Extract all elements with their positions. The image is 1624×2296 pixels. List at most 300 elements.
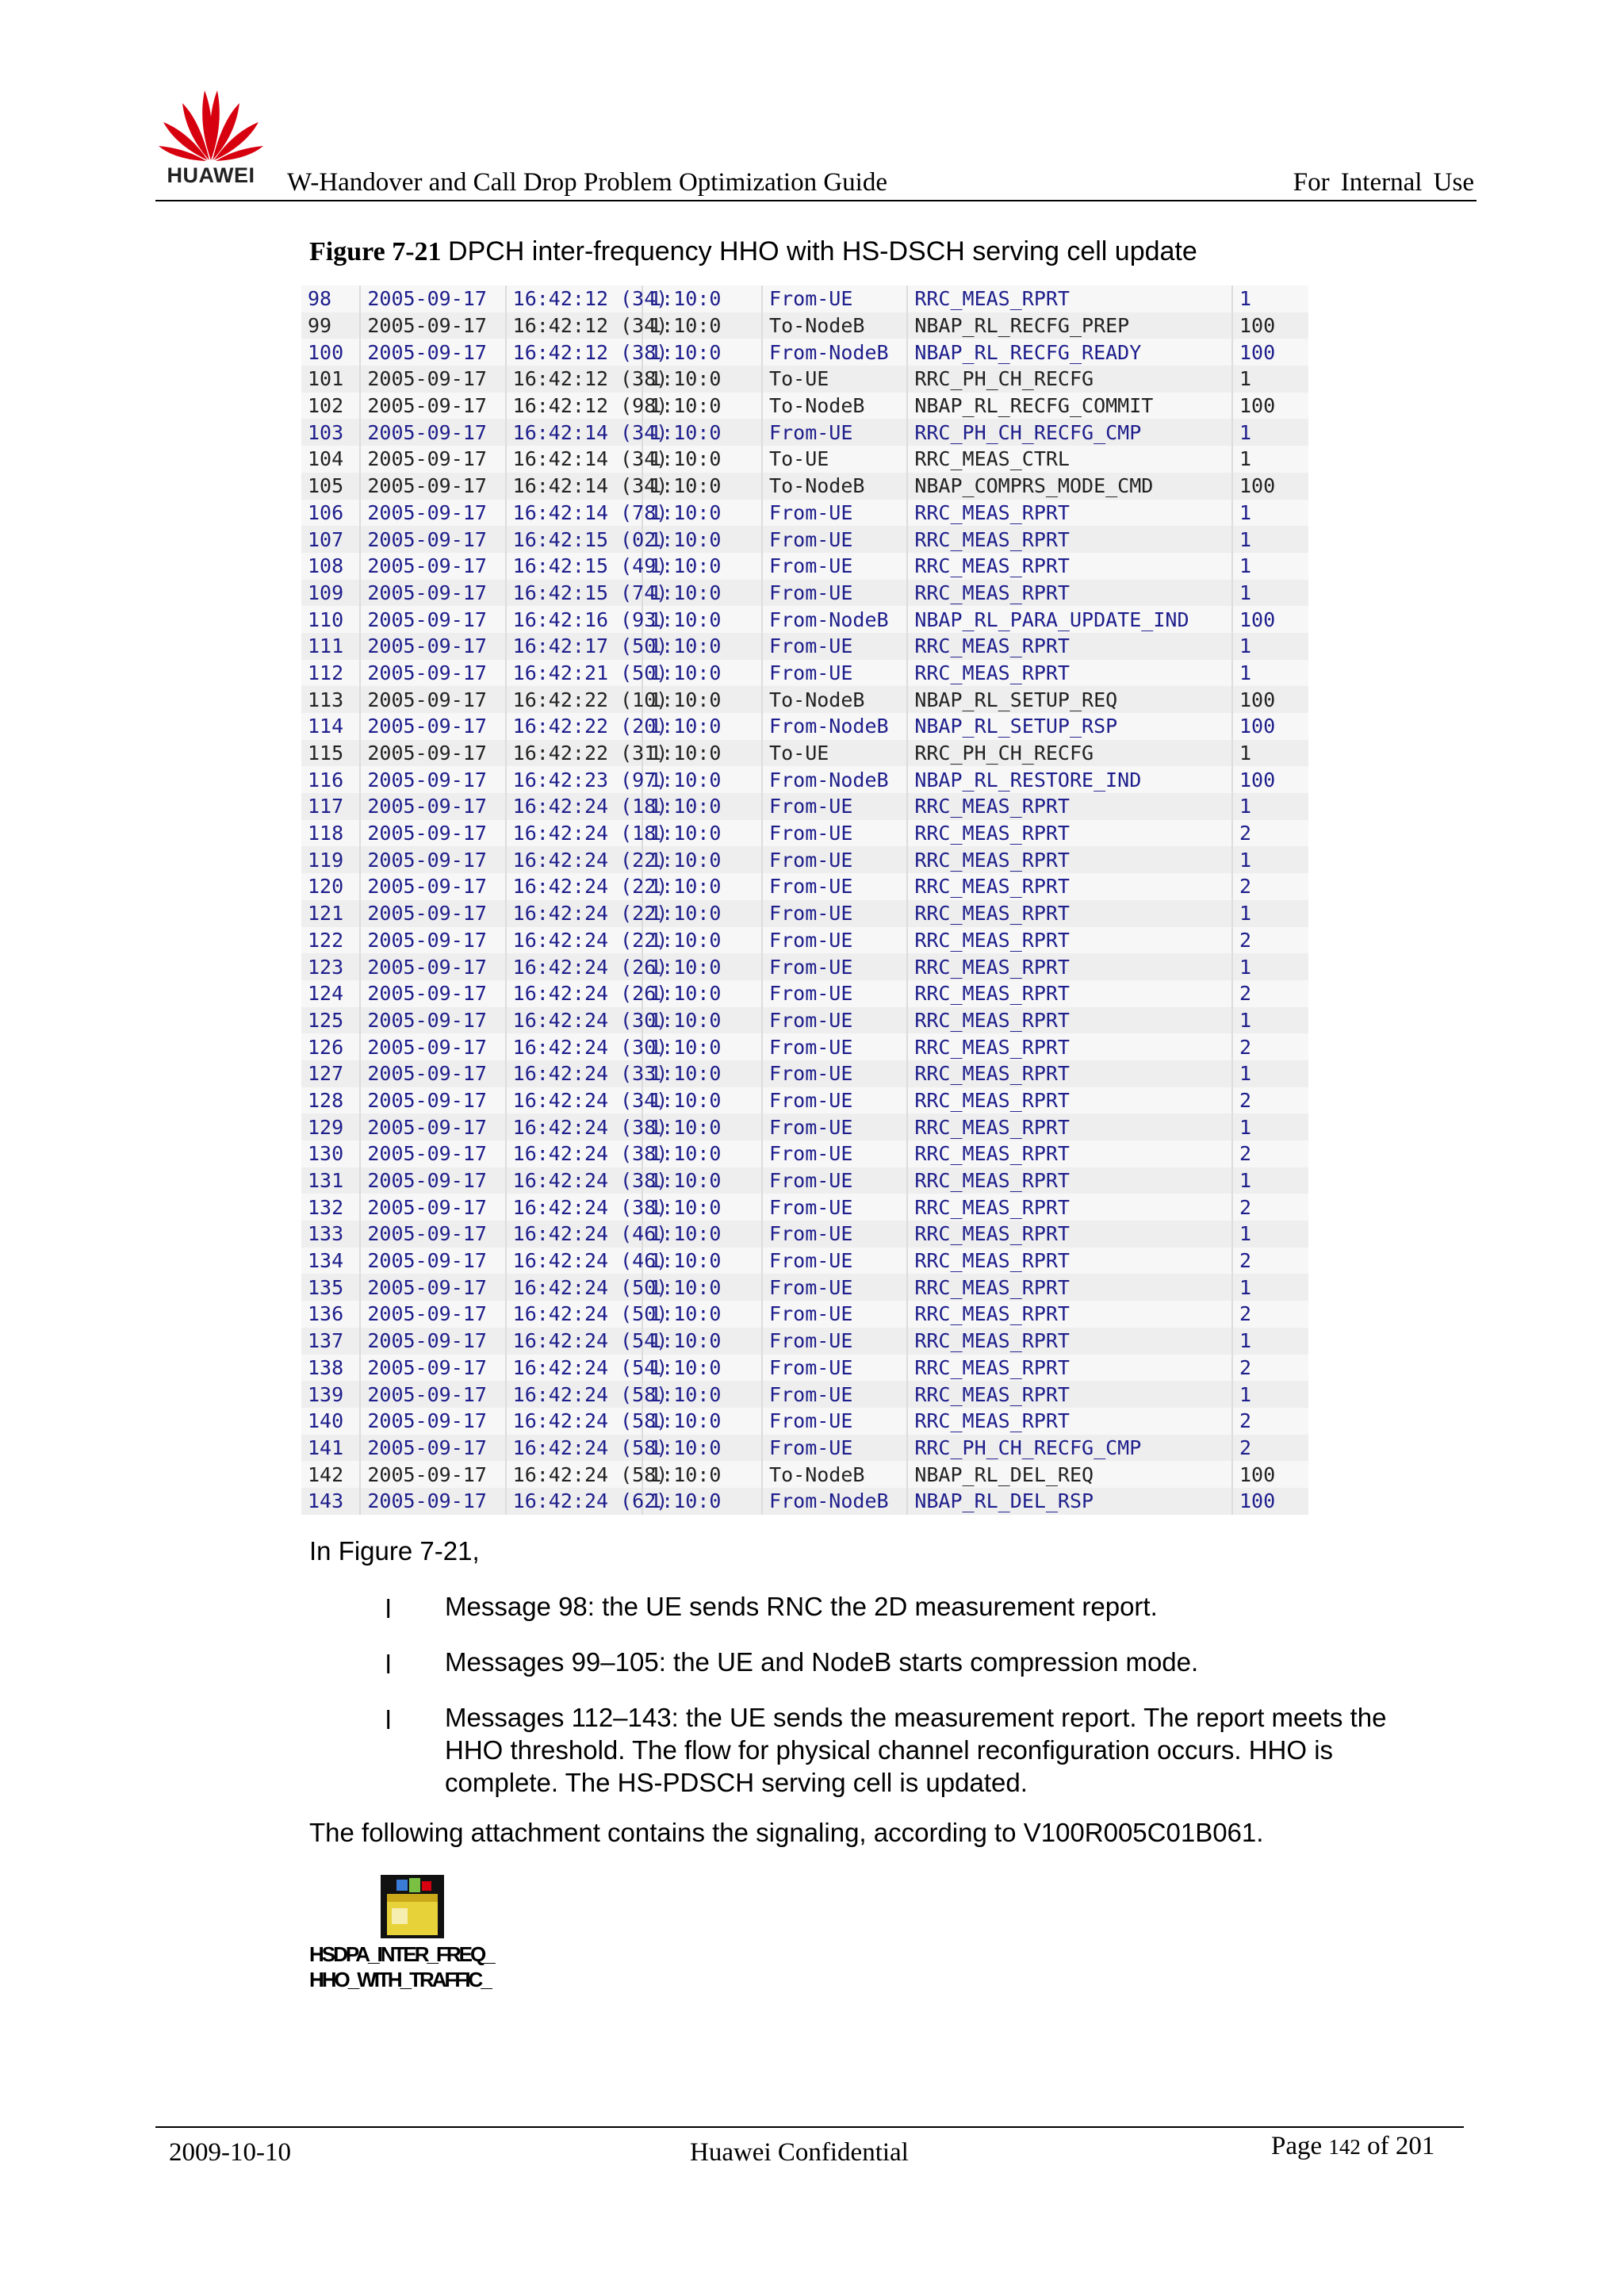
msg-number-cell: 141: [301, 1435, 360, 1462]
msg-date-cell: 2005-09-17: [360, 1221, 505, 1248]
msg-direction-cell: From-UE: [762, 553, 907, 580]
msg-date-cell: 2005-09-17: [360, 980, 505, 1007]
msg-date-cell: 2005-09-17: [360, 1114, 505, 1140]
msg-type-cell: RRC_PH_CH_RECFG_CMP: [907, 419, 1232, 446]
msg-id-cell: 1: [1239, 527, 1252, 551]
msg-cell-cell: 1:10:0: [642, 366, 762, 393]
msg-direction-cell: From-UE: [762, 660, 907, 687]
msg-id-cell: 1: [1239, 1062, 1252, 1086]
msg-id-cell: 100: [1239, 474, 1276, 498]
msg-number-cell: 139: [301, 1381, 360, 1408]
table-row: [301, 686, 1308, 713]
msg-direction-cell: From-UE: [762, 793, 907, 820]
msg-type-cell: RRC_MEAS_RPRT: [907, 1167, 1232, 1194]
msg-time-cell: 16:42:15 (74): [506, 580, 642, 607]
table-row: [301, 366, 1308, 393]
msg-type-cell: RRC_MEAS_RPRT: [907, 526, 1232, 553]
msg-cell-cell: 1:10:0: [642, 633, 762, 660]
msg-number-cell: 142: [301, 1461, 360, 1488]
msg-type-cell: RRC_MEAS_RPRT: [907, 1355, 1232, 1382]
msg-time-cell: 16:42:22 (10): [506, 686, 642, 713]
table-row: [301, 713, 1308, 740]
msg-id-cell: 1: [1239, 500, 1252, 524]
msg-cell-cell: 1:10:0: [642, 446, 762, 473]
msg-date-cell: 2005-09-17: [360, 339, 505, 366]
msg-number-cell: 103: [301, 419, 360, 446]
msg-date-cell: 2005-09-17: [360, 1435, 505, 1462]
msg-id-cell: 100: [1239, 768, 1276, 792]
msg-number-cell: 134: [301, 1248, 360, 1274]
msg-cell-cell: 1:10:0: [642, 606, 762, 633]
msg-id-cell: 1: [1239, 848, 1252, 872]
bullet-marker: l: [385, 1594, 392, 1623]
msg-type-cell: RRC_MEAS_RPRT: [907, 900, 1232, 927]
header-rule: [155, 200, 1477, 201]
msg-time-cell: 16:42:12 (38): [506, 339, 642, 366]
msg-time-cell: 16:42:24 (26): [506, 953, 642, 980]
msg-time-cell: 16:42:24 (50): [506, 1301, 642, 1328]
msg-date-cell: 2005-09-17: [360, 686, 505, 713]
msg-direction-cell: From-UE: [762, 1007, 907, 1034]
msg-cell-cell: 1:10:0: [642, 740, 762, 767]
msg-direction-cell: From-NodeB: [762, 606, 907, 633]
msg-time-cell: 16:42:24 (33): [506, 1060, 642, 1087]
msg-cell-cell: 1:10:0: [642, 1114, 762, 1140]
table-row: [301, 446, 1308, 473]
msg-type-cell: NBAP_RL_SETUP_RSP: [907, 713, 1232, 740]
msg-time-cell: 16:42:24 (58): [506, 1461, 642, 1488]
msg-direction-cell: From-UE: [762, 580, 907, 607]
msg-date-cell: 2005-09-17: [360, 873, 505, 900]
msg-time-cell: 16:42:21 (50): [506, 660, 642, 687]
msg-cell-cell: 1:10:0: [642, 1381, 762, 1408]
msg-type-cell: RRC_PH_CH_RECFG: [907, 366, 1232, 393]
msg-direction-cell: From-NodeB: [762, 766, 907, 793]
msg-cell-cell: 1:10:0: [642, 1060, 762, 1087]
msg-time-cell: 16:42:12 (34): [506, 312, 642, 339]
msg-type-cell: RRC_MEAS_RPRT: [907, 660, 1232, 687]
msg-direction-cell: From-UE: [762, 1221, 907, 1248]
msg-id-cell: 2: [1239, 1409, 1252, 1433]
msg-cell-cell: 1:10:0: [642, 846, 762, 873]
page-number: 142: [1328, 2135, 1361, 2159]
attachment-label-line: HSDPA_INTER_FREQ_: [309, 1942, 493, 1966]
msg-direction-cell: From-UE: [762, 633, 907, 660]
msg-type-cell: RRC_MEAS_RPRT: [907, 286, 1232, 312]
msg-number-cell: 135: [301, 1274, 360, 1301]
msg-cell-cell: 1:10:0: [642, 686, 762, 713]
msg-id-cell: 1: [1239, 554, 1252, 578]
msg-type-cell: NBAP_RL_RECFG_COMMIT: [907, 393, 1232, 420]
header-classification: For Internal Use: [1293, 168, 1474, 197]
msg-cell-cell: 1:10:0: [642, 526, 762, 553]
table-row: [301, 1221, 1308, 1248]
msg-direction-cell: To-NodeB: [762, 686, 907, 713]
package-icon: [379, 1873, 446, 1940]
msg-date-cell: 2005-09-17: [360, 1248, 505, 1274]
table-row: [301, 927, 1308, 954]
msg-number-cell: 128: [301, 1087, 360, 1114]
msg-time-cell: 16:42:24 (54): [506, 1355, 642, 1382]
msg-time-cell: 16:42:12 (38): [506, 366, 642, 393]
msg-cell-cell: 1:10:0: [642, 580, 762, 607]
msg-date-cell: 2005-09-17: [360, 1033, 505, 1060]
msg-number-cell: 115: [301, 740, 360, 767]
msg-id-cell: 2: [1239, 982, 1252, 1006]
attachment-package-icon[interactable]: [379, 1873, 446, 1940]
msg-number-cell: 108: [301, 553, 360, 580]
msg-id-cell: 1: [1239, 1169, 1252, 1193]
msg-id-cell: 100: [1239, 314, 1276, 338]
msg-type-cell: RRC_MEAS_RPRT: [907, 1114, 1232, 1140]
msg-time-cell: 16:42:12 (34): [506, 286, 642, 312]
msg-cell-cell: 1:10:0: [642, 713, 762, 740]
table-row: [301, 793, 1308, 820]
msg-direction-cell: From-UE: [762, 1274, 907, 1301]
msg-direction-cell: To-UE: [762, 740, 907, 767]
msg-cell-cell: 1:10:0: [642, 1033, 762, 1060]
msg-direction-cell: From-UE: [762, 526, 907, 553]
msg-type-cell: RRC_MEAS_RPRT: [907, 1408, 1232, 1435]
msg-cell-cell: 1:10:0: [642, 1194, 762, 1221]
msg-time-cell: 16:42:24 (22): [506, 900, 642, 927]
msg-direction-cell: From-UE: [762, 1114, 907, 1140]
table-row: [301, 1060, 1308, 1087]
msg-date-cell: 2005-09-17: [360, 766, 505, 793]
msg-type-cell: RRC_MEAS_RPRT: [907, 1221, 1232, 1248]
msg-number-cell: 110: [301, 606, 360, 633]
msg-time-cell: 16:42:16 (93): [506, 606, 642, 633]
msg-number-cell: 98: [301, 286, 360, 312]
table-row: [301, 953, 1308, 980]
msg-type-cell: RRC_MEAS_RPRT: [907, 500, 1232, 527]
msg-number-cell: 107: [301, 526, 360, 553]
msg-direction-cell: From-UE: [762, 500, 907, 527]
msg-id-cell: 1: [1239, 1008, 1252, 1032]
msg-time-cell: 16:42:14 (34): [506, 419, 642, 446]
msg-time-cell: 16:42:14 (34): [506, 473, 642, 500]
msg-time-cell: 16:42:22 (31): [506, 740, 642, 767]
attachment-label[interactable]: [309, 1941, 493, 1992]
table-row: [301, 393, 1308, 420]
msg-type-cell: NBAP_COMPRS_MODE_CMD: [907, 473, 1232, 500]
msg-direction-cell: From-UE: [762, 1301, 907, 1328]
msg-type-cell: RRC_MEAS_RPRT: [907, 633, 1232, 660]
msg-direction-cell: To-NodeB: [762, 393, 907, 420]
msg-id-cell: 2: [1239, 1302, 1252, 1326]
msg-type-cell: NBAP_RL_RECFG_PREP: [907, 312, 1232, 339]
msg-time-cell: 16:42:24 (30): [506, 1033, 642, 1060]
msg-number-cell: 130: [301, 1140, 360, 1167]
msg-date-cell: 2005-09-17: [360, 740, 505, 767]
table-row: [301, 339, 1308, 366]
msg-cell-cell: 1:10:0: [642, 1274, 762, 1301]
msg-number-cell: 116: [301, 766, 360, 793]
msg-number-cell: 118: [301, 820, 360, 847]
msg-date-cell: 2005-09-17: [360, 633, 505, 660]
table-row: [301, 740, 1308, 767]
msg-id-cell: 1: [1239, 1115, 1252, 1139]
msg-cell-cell: 1:10:0: [642, 1301, 762, 1328]
msg-number-cell: 133: [301, 1221, 360, 1248]
msg-number-cell: 143: [301, 1488, 360, 1515]
msg-number-cell: 125: [301, 1007, 360, 1034]
msg-id-cell: 2: [1239, 1088, 1252, 1112]
msg-date-cell: 2005-09-17: [360, 927, 505, 954]
msg-cell-cell: 1:10:0: [642, 927, 762, 954]
intro-text: In Figure 7-21,: [309, 1536, 480, 1566]
msg-time-cell: 16:42:24 (58): [506, 1435, 642, 1462]
figure-caption: [309, 236, 1197, 267]
bullet-marker: l: [385, 1650, 392, 1679]
msg-time-cell: 16:42:24 (54): [506, 1328, 642, 1355]
msg-type-cell: RRC_MEAS_RPRT: [907, 1274, 1232, 1301]
msg-type-cell: RRC_MEAS_RPRT: [907, 1381, 1232, 1408]
msg-date-cell: 2005-09-17: [360, 713, 505, 740]
msg-cell-cell: 1:10:0: [642, 980, 762, 1007]
msg-time-cell: 16:42:12 (98): [506, 393, 642, 420]
msg-date-cell: 2005-09-17: [360, 606, 505, 633]
msg-id-cell: 1: [1239, 1222, 1252, 1246]
msg-number-cell: 137: [301, 1328, 360, 1355]
table-row: [301, 606, 1308, 633]
table-row: [301, 1033, 1308, 1060]
msg-cell-cell: 1:10:0: [642, 793, 762, 820]
msg-id-cell: 100: [1239, 715, 1276, 738]
msg-direction-cell: From-UE: [762, 419, 907, 446]
msg-id-cell: 1: [1239, 1329, 1252, 1353]
msg-cell-cell: 1:10:0: [642, 339, 762, 366]
msg-cell-cell: 1:10:0: [642, 1140, 762, 1167]
msg-date-cell: 2005-09-17: [360, 1167, 505, 1194]
msg-cell-cell: 1:10:0: [642, 1488, 762, 1515]
msg-direction-cell: To-UE: [762, 446, 907, 473]
table-row: [301, 1140, 1308, 1167]
msg-number-cell: 109: [301, 580, 360, 607]
huawei-logo: [155, 82, 266, 194]
msg-direction-cell: From-UE: [762, 1194, 907, 1221]
msg-date-cell: 2005-09-17: [360, 1355, 505, 1382]
msg-date-cell: 2005-09-17: [360, 446, 505, 473]
msg-id-cell: 1: [1239, 742, 1252, 765]
msg-date-cell: 2005-09-17: [360, 1328, 505, 1355]
msg-type-cell: NBAP_RL_PARA_UPDATE_IND: [907, 606, 1232, 633]
msg-id-cell: 1: [1239, 661, 1252, 684]
msg-number-cell: 136: [301, 1301, 360, 1328]
msg-date-cell: 2005-09-17: [360, 580, 505, 607]
msg-time-cell: 16:42:24 (26): [506, 980, 642, 1007]
msg-id-cell: 2: [1239, 1355, 1252, 1379]
table-row: [301, 1114, 1308, 1140]
msg-cell-cell: 1:10:0: [642, 1328, 762, 1355]
msg-direction-cell: From-UE: [762, 1087, 907, 1114]
msg-type-cell: RRC_MEAS_RPRT: [907, 1328, 1232, 1355]
bullet-text: Messages 99–105: the UE and NodeB starts compression mode.: [445, 1647, 1199, 1677]
table-row: [301, 1381, 1308, 1408]
msg-direction-cell: To-NodeB: [762, 473, 907, 500]
msg-id-cell: 100: [1239, 1489, 1276, 1513]
table-row: [301, 312, 1308, 339]
msg-date-cell: 2005-09-17: [360, 553, 505, 580]
msg-type-cell: NBAP_RL_DEL_RSP: [907, 1488, 1232, 1515]
msg-direction-cell: From-NodeB: [762, 713, 907, 740]
msg-id-cell: 2: [1239, 875, 1252, 899]
msg-id-cell: 1: [1239, 367, 1252, 391]
msg-number-cell: 126: [301, 1033, 360, 1060]
bullet-text: Message 98: the UE sends RNC the 2D measurement report.: [445, 1592, 1158, 1621]
msg-time-cell: 16:42:24 (22): [506, 873, 642, 900]
msg-type-cell: NBAP_RL_SETUP_REQ: [907, 686, 1232, 713]
msg-time-cell: 16:42:14 (34): [506, 446, 642, 473]
msg-number-cell: 101: [301, 366, 360, 393]
msg-id-cell: 1: [1239, 581, 1252, 604]
msg-date-cell: 2005-09-17: [360, 1488, 505, 1515]
msg-direction-cell: From-UE: [762, 873, 907, 900]
msg-direction-cell: From-UE: [762, 1167, 907, 1194]
msg-date-cell: 2005-09-17: [360, 526, 505, 553]
msg-date-cell: 2005-09-17: [360, 419, 505, 446]
msg-direction-cell: From-UE: [762, 980, 907, 1007]
table-row: [301, 633, 1308, 660]
msg-time-cell: 16:42:24 (34): [506, 1087, 642, 1114]
msg-time-cell: 16:42:24 (30): [506, 1007, 642, 1034]
msg-id-cell: 2: [1239, 1249, 1252, 1273]
signaling-table-body: [301, 286, 1308, 1515]
msg-date-cell: 2005-09-17: [360, 1060, 505, 1087]
msg-time-cell: 16:42:23 (97): [506, 766, 642, 793]
footer-rule: [155, 2126, 1464, 2128]
msg-id-cell: 2: [1239, 1195, 1252, 1219]
table-row: [301, 1488, 1308, 1515]
msg-cell-cell: 1:10:0: [642, 286, 762, 312]
table-row: [301, 286, 1308, 312]
page-total: of 201: [1360, 2132, 1435, 2160]
table-row: [301, 1301, 1308, 1328]
msg-time-cell: 16:42:24 (46): [506, 1248, 642, 1274]
msg-date-cell: 2005-09-17: [360, 1381, 505, 1408]
msg-cell-cell: 1:10:0: [642, 1007, 762, 1034]
msg-id-cell: 2: [1239, 1035, 1252, 1059]
msg-id-cell: 100: [1239, 1462, 1276, 1486]
msg-number-cell: 114: [301, 713, 360, 740]
table-row: [301, 1248, 1308, 1274]
msg-id-cell: 1: [1239, 1275, 1252, 1299]
msg-id-cell: 100: [1239, 608, 1276, 631]
msg-type-cell: NBAP_RL_RECFG_READY: [907, 339, 1232, 366]
msg-type-cell: RRC_MEAS_RPRT: [907, 1087, 1232, 1114]
table-row: [301, 500, 1308, 527]
msg-cell-cell: 1:10:0: [642, 1087, 762, 1114]
table-row: [301, 980, 1308, 1007]
msg-number-cell: 131: [301, 1167, 360, 1194]
table-row: [301, 419, 1308, 446]
bullet-marker: l: [385, 1705, 392, 1734]
msg-date-cell: 2005-09-17: [360, 820, 505, 847]
table-row: [301, 1328, 1308, 1355]
msg-direction-cell: From-UE: [762, 1033, 907, 1060]
signaling-trace-screenshot: [301, 286, 1308, 1513]
msg-date-cell: 2005-09-17: [360, 1007, 505, 1034]
msg-direction-cell: From-UE: [762, 1248, 907, 1274]
figure-label: Figure 7-21: [309, 237, 442, 266]
msg-time-cell: 16:42:24 (38): [506, 1114, 642, 1140]
msg-direction-cell: From-UE: [762, 820, 907, 847]
msg-type-cell: RRC_MEAS_RPRT: [907, 553, 1232, 580]
msg-direction-cell: From-UE: [762, 1435, 907, 1462]
msg-direction-cell: From-UE: [762, 927, 907, 954]
table-row: [301, 580, 1308, 607]
msg-time-cell: 16:42:15 (49): [506, 553, 642, 580]
msg-direction-cell: To-UE: [762, 366, 907, 393]
msg-cell-cell: 1:10:0: [642, 1435, 762, 1462]
msg-time-cell: 16:42:24 (58): [506, 1408, 642, 1435]
msg-number-cell: 117: [301, 793, 360, 820]
msg-id-cell: 2: [1239, 1435, 1252, 1459]
msg-number-cell: 122: [301, 927, 360, 954]
msg-date-cell: 2005-09-17: [360, 312, 505, 339]
msg-cell-cell: 1:10:0: [642, 419, 762, 446]
table-row: [301, 1274, 1308, 1301]
msg-id-cell: 100: [1239, 688, 1276, 711]
msg-direction-cell: From-UE: [762, 1060, 907, 1087]
msg-direction-cell: From-NodeB: [762, 1488, 907, 1515]
bullet-text: Messages 112–143: the UE sends the measurement report. The report meets the HHO threshold. The flow for physical channel reconfiguration occurs. HHO is complete. The HS-PDSCH serving cell is updated.: [445, 1703, 1387, 1797]
msg-id-cell: 1: [1239, 902, 1252, 926]
signaling-table: [301, 286, 1308, 1515]
msg-cell-cell: 1:10:0: [642, 312, 762, 339]
msg-date-cell: 2005-09-17: [360, 1194, 505, 1221]
msg-cell-cell: 1:10:0: [642, 953, 762, 980]
msg-type-cell: RRC_MEAS_RPRT: [907, 1140, 1232, 1167]
table-row: [301, 1355, 1308, 1382]
msg-type-cell: RRC_MEAS_RPRT: [907, 1248, 1232, 1274]
msg-direction-cell: From-UE: [762, 846, 907, 873]
msg-type-cell: RRC_MEAS_RPRT: [907, 953, 1232, 980]
msg-type-cell: RRC_MEAS_CTRL: [907, 446, 1232, 473]
msg-direction-cell: From-UE: [762, 1328, 907, 1355]
figure-title: DPCH inter-frequency HHO with HS-DSCH serving cell update: [448, 236, 1197, 266]
msg-time-cell: 16:42:15 (02): [506, 526, 642, 553]
msg-type-cell: RRC_MEAS_RPRT: [907, 820, 1232, 847]
msg-cell-cell: 1:10:0: [642, 873, 762, 900]
msg-date-cell: 2005-09-17: [360, 1087, 505, 1114]
msg-direction-cell: From-UE: [762, 1381, 907, 1408]
footer-confidential: Huawei Confidential: [690, 2138, 909, 2167]
msg-direction-cell: From-UE: [762, 953, 907, 980]
msg-cell-cell: 1:10:0: [642, 1355, 762, 1382]
logo-wordmark: HUAWEI: [167, 163, 255, 187]
table-row: [301, 1167, 1308, 1194]
table-row: [301, 900, 1308, 927]
msg-date-cell: 2005-09-17: [360, 473, 505, 500]
msg-cell-cell: 1:10:0: [642, 1248, 762, 1274]
table-row: [301, 660, 1308, 687]
msg-number-cell: 124: [301, 980, 360, 1007]
msg-time-cell: 16:42:24 (38): [506, 1167, 642, 1194]
table-row: [301, 1087, 1308, 1114]
msg-type-cell: RRC_PH_CH_RECFG_CMP: [907, 1435, 1232, 1462]
table-row: [301, 1007, 1308, 1034]
msg-direction-cell: From-NodeB: [762, 339, 907, 366]
msg-time-cell: 16:42:24 (50): [506, 1274, 642, 1301]
msg-number-cell: 121: [301, 900, 360, 927]
msg-number-cell: 113: [301, 686, 360, 713]
msg-number-cell: 106: [301, 500, 360, 527]
msg-time-cell: 16:42:24 (38): [506, 1140, 642, 1167]
msg-direction-cell: To-NodeB: [762, 1461, 907, 1488]
msg-number-cell: 99: [301, 312, 360, 339]
msg-date-cell: 2005-09-17: [360, 1274, 505, 1301]
